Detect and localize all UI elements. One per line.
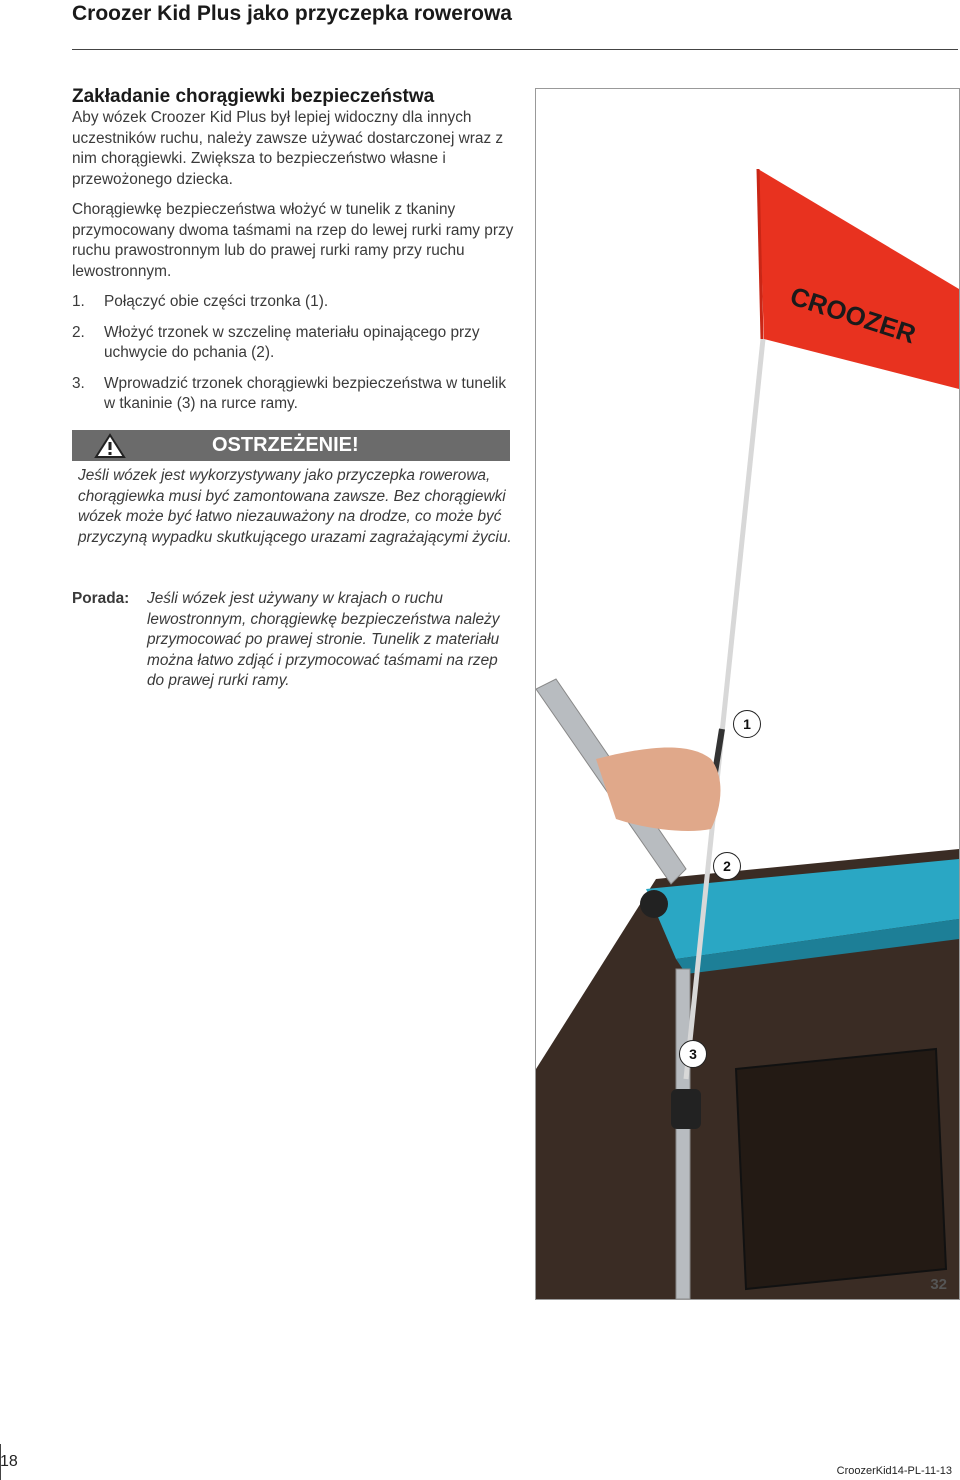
warning-triangle-icon bbox=[94, 433, 126, 459]
step-item bbox=[72, 292, 512, 313]
step-number: 1. bbox=[72, 293, 85, 310]
tip-label: Porada: bbox=[72, 590, 130, 607]
step-item bbox=[72, 374, 512, 415]
callout-1: 1 bbox=[733, 710, 761, 738]
header-divider bbox=[72, 49, 958, 50]
step-number: 3. bbox=[72, 374, 85, 392]
step-number: 2. bbox=[72, 323, 85, 341]
frame-clip bbox=[671, 1089, 701, 1129]
callout-2: 2 bbox=[713, 852, 741, 880]
step-item bbox=[72, 323, 512, 364]
document-code: CroozerKid14-PL-11-13 bbox=[836, 1465, 952, 1477]
step-text: Połączyć obie części trzonka (1). bbox=[104, 293, 329, 310]
seat-pocket bbox=[736, 1049, 946, 1289]
warning-label: OSTRZEŻENIE! bbox=[212, 434, 359, 456]
instructions-paragraph: Chorągiewkę bezpieczeństwa włożyć w tunelik z tkaniny przymocowany dwoma taśmami na rzep do lewej rurki ramy przy ruchu prawostronnym lub do prawej rurki ramy przy ruchu lewostronnym. bbox=[72, 201, 514, 280]
frame-tube bbox=[676, 969, 690, 1299]
safety-flag bbox=[758, 169, 959, 389]
page-header-title: Croozer Kid Plus jako przyczepka rowerowa bbox=[72, 2, 512, 25]
flag-brand: CROOZER bbox=[786, 280, 920, 350]
intro-paragraph: Aby wózek Croozer Kid Plus był lepiej widoczny dla innych uczestników ruchu, należy zawsze używać dostarczonej wraz z nim chorągiewki. Zwiększa to bezpieczeństwo własne i przewożonego dziecka. bbox=[72, 109, 504, 188]
warning-banner bbox=[72, 430, 510, 461]
tip-text: Jeśli wózek jest używany w krajach o ruchu lewostronnym, chorągiewkę bezpieczeństwa należy przymocować po prawej stronie. Tunelik z materiału można łatwo zdjąć i przymocować taśmami na rzep do prawej rurki ramy. bbox=[147, 590, 500, 690]
figure-number: 32 bbox=[930, 1276, 947, 1293]
callout-3: 3 bbox=[679, 1040, 707, 1068]
steps-list bbox=[72, 292, 512, 425]
photo-illustration bbox=[536, 89, 959, 1299]
step-text: Włożyć trzonek w szczelinę materiału opinającego przy uchwycie do pchania (2). bbox=[104, 323, 480, 362]
warning-text: Jeśli wózek jest wykorzystywany jako przyczepka rowerowa, chorągiewka musi być zamontowana zawsze. Bez chorągiewki wózek może być łatwo niezauważony na drodze, co może być przyczyną wypadku skutkującego urazami zagrażającymi życiu. bbox=[78, 467, 512, 546]
hand bbox=[596, 747, 720, 831]
handle-knob bbox=[640, 890, 668, 918]
flag-installation-photo bbox=[535, 88, 960, 1300]
page-number: 18 bbox=[0, 1453, 18, 1470]
step-text: Wprowadzić trzonek chorągiewki bezpieczeństwa w tunelik w tkaninie (3) na rurce ramy. bbox=[104, 374, 507, 413]
section-title: Zakładanie chorągiewki bezpieczeństwa bbox=[72, 86, 435, 107]
